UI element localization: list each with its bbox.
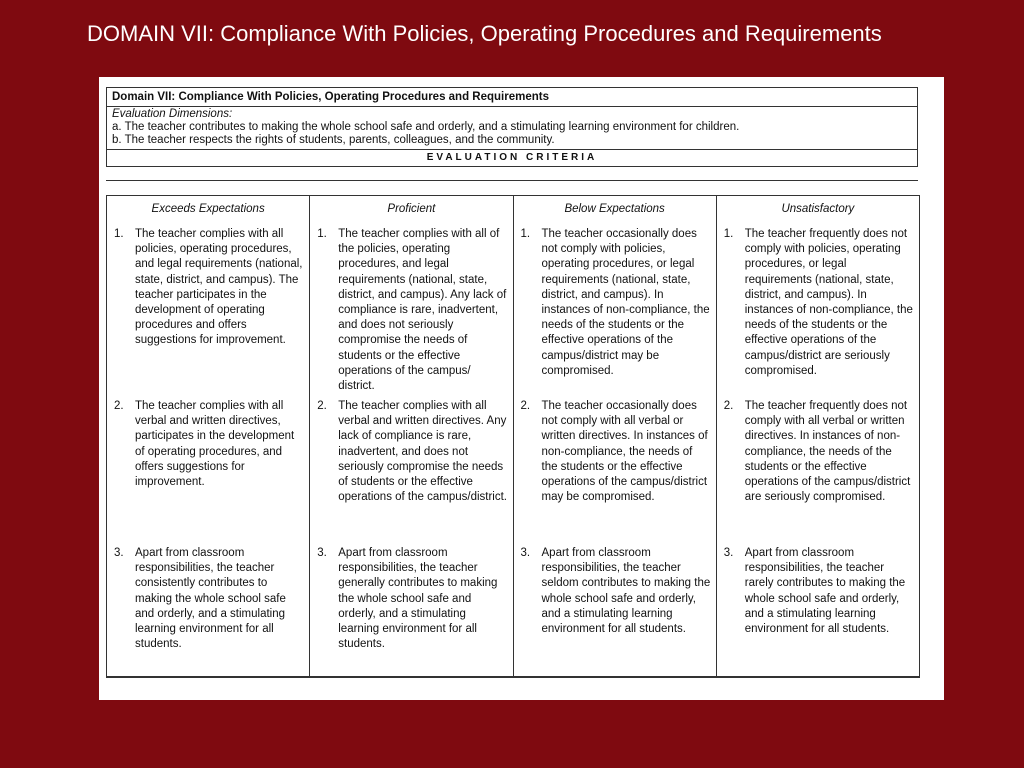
dimension-b: b. The teacher respects the rights of students, parents, colleagues, and the community. bbox=[112, 134, 555, 146]
item-number: 2. bbox=[723, 400, 734, 412]
criterion-item bbox=[315, 227, 507, 399]
criterion-item bbox=[315, 399, 507, 546]
criterion-item bbox=[112, 227, 304, 399]
item-number: 3. bbox=[114, 547, 124, 559]
criterion-item bbox=[315, 546, 507, 661]
criterion-item bbox=[112, 399, 304, 546]
rubric-table bbox=[106, 195, 920, 678]
divider bbox=[106, 180, 918, 181]
item-text: Apart from classroom responsibilities, the teacher generally contributes to making the whole school safe and orderly, and a stimulating learning environment for all students. bbox=[338, 547, 498, 651]
column-unsatisfactory bbox=[717, 196, 919, 676]
criterion-item bbox=[519, 227, 711, 399]
item-text: Apart from classroom responsibilities, the teacher consistently contributes to making the whole school safe and orderly, and a stimulating learning environment for all students. bbox=[135, 547, 286, 651]
criterion-item bbox=[519, 546, 711, 661]
column-heading: Exceeds Expectations bbox=[151, 203, 265, 215]
item-text: The teacher frequently does not comply with policies, operating procedures, or legal requirements (national, state, district, and campus). In instances of non-compliance, the needs of the students or the effective operations of the campus/district are seriously compromised. bbox=[744, 228, 913, 377]
rubric-document bbox=[99, 77, 944, 700]
column-heading: Unsatisfactory bbox=[781, 203, 855, 215]
item-number: 3. bbox=[520, 547, 531, 559]
column-below-expectations bbox=[514, 196, 717, 676]
column-heading: Proficient bbox=[387, 203, 436, 215]
domain-header-box bbox=[106, 87, 918, 167]
evaluation-dimensions bbox=[107, 107, 917, 150]
column-heading: Below Expectations bbox=[564, 203, 665, 215]
item-text: The teacher complies with all policies, operating procedures, and legal requirements (national, state, district, and campus). The teacher participates in the development of operating procedures and offers suggestions for improvement. bbox=[135, 228, 303, 347]
evaluation-dimensions-label: Evaluation Dimensions: bbox=[112, 108, 233, 120]
dimension-a: a. The teacher contributes to making the whole school safe and orderly, and a stimulating learning environment for children. bbox=[112, 121, 740, 133]
slide-title: DOMAIN VII: Compliance With Policies, Operating Procedures and Requirements bbox=[87, 21, 882, 46]
criterion-item bbox=[112, 546, 304, 661]
item-number: 1. bbox=[723, 228, 734, 240]
domain-heading: Domain VII: Compliance With Policies, Operating Procedures and Requirements bbox=[107, 88, 917, 107]
criterion-item bbox=[722, 546, 914, 661]
item-text: The teacher complies with all verbal and written directives, participates in the development of operating procedures, and offers suggestions for improvement. bbox=[135, 400, 295, 489]
column-exceeds-expectations bbox=[107, 196, 310, 676]
item-text: The teacher complies with all verbal and written directives. Any lack of compliance is rare, inadvertent, and does not seriously compromise the needs of students or the effective operations of the campus/district. bbox=[338, 400, 507, 504]
item-text: The teacher frequently does not comply with all verbal or written directives. In instances of non-compliance, the needs of the students or the effective operations of the campus/district are seriously compromised. bbox=[744, 400, 911, 504]
column-proficient bbox=[310, 196, 513, 676]
item-text: The teacher occasionally does not comply with all verbal or written directives. In instances of non-compliance, the needs of the students or the effective operations of the campus/district may be compromised. bbox=[541, 400, 708, 504]
item-number: 1. bbox=[114, 228, 124, 240]
item-number: 2. bbox=[317, 400, 327, 412]
evaluation-criteria-heading: EVALUATION CRITERIA bbox=[426, 152, 598, 163]
criterion-item bbox=[722, 227, 914, 399]
item-number: 2. bbox=[114, 400, 124, 412]
item-text: Apart from classroom responsibilities, the teacher seldom contributes to making the whole school safe and orderly, and a stimulating learning environment for all students. bbox=[541, 547, 711, 636]
criterion-item bbox=[519, 399, 711, 546]
item-text: Apart from classroom responsibilities, the teacher rarely contributes to making the whole school safe and orderly, and a stimulating learning environment for all students. bbox=[744, 547, 906, 636]
item-number: 3. bbox=[723, 547, 734, 559]
item-number: 2. bbox=[520, 400, 531, 412]
item-number: 1. bbox=[317, 228, 327, 240]
item-number: 1. bbox=[520, 228, 531, 240]
item-number: 3. bbox=[317, 547, 327, 559]
item-text: The teacher complies with all of the policies, operating procedures, and legal requirements (national, state, district, and campus). Any lack of compliance is rare, inadvertent, and does not seriously compromise the needs of students or the effective operations of the campus/ district. bbox=[338, 228, 507, 393]
item-text: The teacher occasionally does not comply with policies, operating procedures, or legal requirements (national, state, district, and campus). In instances of non-compliance, the needs of the students or the effective operations of the campus/district may be compromised. bbox=[541, 228, 710, 377]
criterion-item bbox=[722, 399, 914, 546]
